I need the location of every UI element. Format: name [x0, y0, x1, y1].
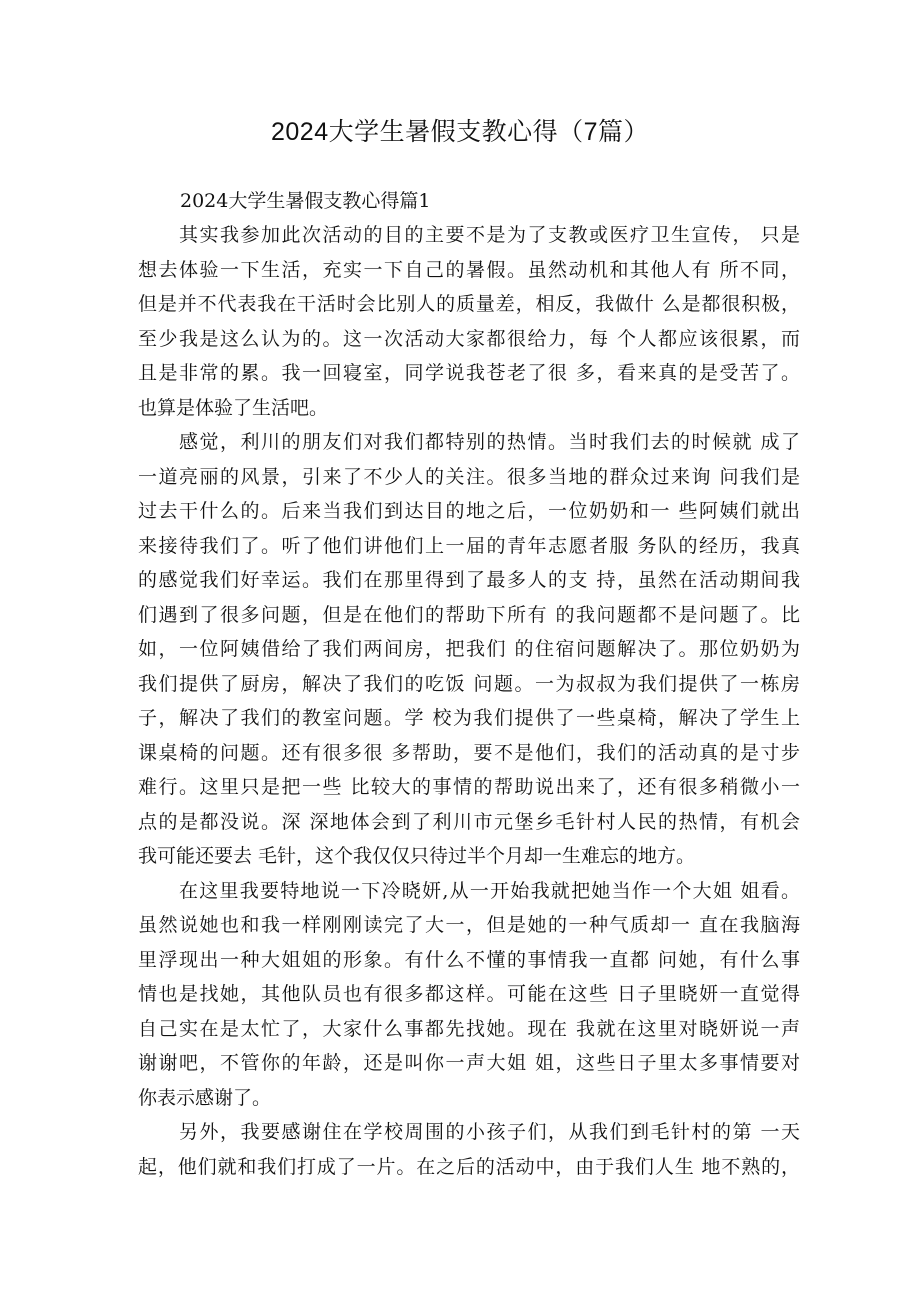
text-line: 自己实在是太忙了，大家什么事都先找她。现在 我就在这里对晓妍说一声: [138, 1017, 800, 1040]
text-line: 另外，我要感谢住在学校周围的小孩子们，从我们到毛针村的第 一天: [179, 1121, 800, 1143]
text-line: 虽然说她也和我一样刚刚读完了大一，但是她的一种气质却一 直在我脑海: [138, 914, 800, 936]
text-line: 谢谢吧，不管你的年龄，还是叫你一声大姐 姐，这些日子里太多事情要对: [138, 1052, 800, 1074]
text-line: 课桌椅的问题。还有很多很 多帮助，要不是他们，我们的活动真的是寸步: [138, 741, 800, 764]
paragraph: [138, 425, 800, 874]
text-line: 难行。这里只是把一些 比较大的事情的帮助说出来了，还有很多稍微小一: [138, 776, 800, 798]
text-line: 我可能还要去 毛针，这个我仅仅只待过半个月却一生难忘的地方。: [138, 845, 696, 867]
text-line: 们遇到了很多问题，但是在他们的帮助下所有 的我问题都不是问题了。比: [138, 603, 800, 626]
text-line: 起，他们就和我们打成了一片。在之后的活动中，由于我们人生 地不熟的，: [138, 1155, 800, 1178]
text-line: 来接待我们了。听了他们讲他们上一届的青年志愿者服 务队的经历，我真: [138, 534, 800, 557]
text-line: 一道亮丽的风景，引来了不少人的关注。很多当地的群众过来询 问我们是: [138, 465, 800, 488]
text-line: 情也是找她，其他队员也有很多都这样。可能在这些 日子里晓妍一直觉得: [138, 983, 800, 1005]
paragraph: [138, 1115, 800, 1184]
text-line: 你表示感谢了。: [138, 1086, 272, 1109]
paragraph: [138, 874, 800, 1116]
text-line: 在这里我要特地说一下冷晓妍,从一开始我就把她当作一个大姐 姐看。: [179, 879, 800, 902]
text-line: 的感觉我们好幸运。我们在那里得到了最多人的支 持，虽然在活动期间我: [138, 569, 800, 591]
text-line: 至少我是这么认为的。这一次活动大家都很给力，每 个人都应该很累，而: [138, 327, 800, 350]
text-line: 子，解决了我们的教室问题。学 校为我们提供了一些桌椅，解决了学生上: [138, 707, 800, 729]
text-line: 感觉，利川的朋友们对我们都特别的热情。当时我们去的时候就 成了: [179, 431, 800, 453]
document-body: [138, 218, 800, 1184]
section-heading: 2024大学生暑假支教心得篇1: [180, 190, 431, 212]
text-line: 如，一位阿姨借给了我们两间房，把我们 的住宿问题解决了。那位奶奶为: [138, 638, 800, 660]
paragraph: [138, 218, 800, 425]
text-line: 其实我参加此次活动的目的主要不是为了支教或医疗卫生宣传， 只是: [179, 224, 800, 246]
document-title: 2024大学生暑假支教心得（7篇）: [270, 118, 650, 146]
text-line: 过去干什么的。后来当我们到达目的地之后，一位奶奶和一 些阿姨们就出: [138, 500, 800, 522]
text-line: 但是并不代表我在干活时会比别人的质量差，相反，我做什 么是都很积极，: [138, 293, 800, 315]
text-line: 我们提供了厨房，解决了我们的吃饭 问题。一为叔叔为我们提供了一栋房: [138, 672, 800, 695]
text-line: 想去体验一下生活，充实一下自己的暑假。虽然动机和其他人有 所不同，: [138, 258, 800, 281]
text-line: 点的是都没说。深 深地体会到了利川市元堡乡毛针村人民的热情，有机会: [138, 810, 800, 833]
text-line: 也算是体验了生活吧。: [138, 396, 329, 419]
text-line: 且是非常的累。我一回寝室，同学说我苍老了很 多，看来真的是受苦了。: [138, 362, 800, 384]
text-line: 里浮现出一种大姐姐的形象。有什么不懂的事情我一直都 问她，有什么事: [138, 948, 800, 971]
